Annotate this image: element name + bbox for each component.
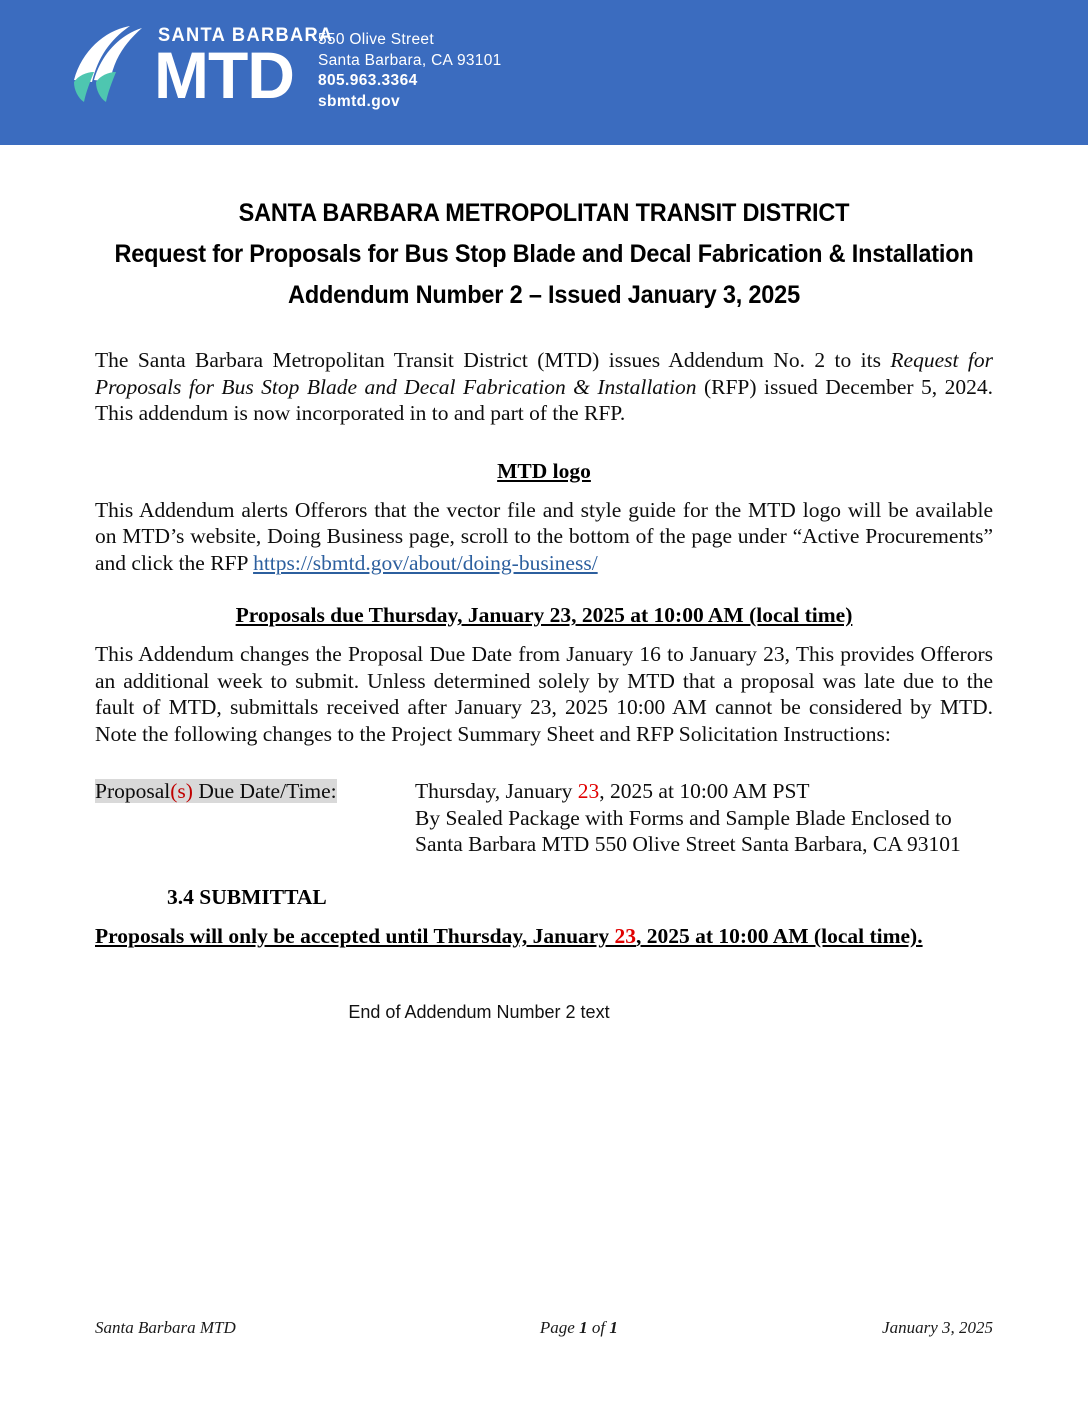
title-line-1: SANTA BARBARA METROPOLITAN TRANSIT DISTRICT [238,199,850,227]
proposals-due-heading: Proposals due Thursday, January 23, 2025 at 10:00 AM (local time) [235,603,853,627]
doing-business-link[interactable]: https://sbmtd.gov/about/doing-business/ [253,550,598,575]
page-footer [95,1318,993,1338]
proposals-accepted-statement [95,923,993,950]
footer-page-number [540,1318,618,1338]
logo-mtd-text: MTD [154,38,294,112]
logo-santa-barbara-text: SANTA BARBARA [158,25,334,46]
due-label-pre: Proposal [95,779,171,803]
header-banner [0,0,1088,145]
footer-page-total: 1 [609,1318,618,1337]
end-of-addendum-note: End of Addendum Number 2 text [348,1001,610,1022]
header-address-block [318,30,502,112]
accepted-text-post: , 2025 at 10:00 AM (local time). [635,924,923,948]
due-value-line-1 [415,778,961,805]
accepted-text-pre: Proposals will only be accepted until Thursday, January [95,924,615,948]
intro-text-part-2: (RFP) issued December 5, 2024. This addendum is now incorporated in to and part of the RFP. [95,374,993,425]
due-label-post: Due Date/Time: [192,779,337,803]
mtd-logo-body-text: This Addendum alerts Offerors that the vector file and style guide for the MTD logo will be available on MTD’s website, Doing Business page, scroll to the bottom of the page under “Active Procurements” and click the RFP [95,497,993,575]
intro-rfp-title-italic: Request for Proposals for Bus Stop Blade and Decal Fabrication & Installation [95,348,993,399]
mtd-logo [72,24,341,112]
due-label-paren-s: (s) [170,779,193,803]
document-page [0,145,1088,1023]
proposal-due-datetime-row [95,778,993,858]
due-value-line-2: By Sealed Package with Forms and Sample Blade Enclosed to [415,805,952,830]
document-title [0,193,1088,316]
title-line-2: Request for Proposals for Bus Stop Blade and Decal Fabrication & Installation [114,240,974,268]
website-url: sbmtd.gov [318,92,400,110]
address-line-2: Santa Barbara, CA 93101 [318,51,502,69]
intro-paragraph [95,347,993,427]
due-value-line-3: Santa Barbara MTD 550 Olive Street Santa Barbara, CA 93101 [415,832,961,856]
mtd-logo-paragraph [95,497,993,577]
footer-right-date: January 3, 2025 [882,1318,993,1337]
proposals-due-paragraph: This Addendum changes the Proposal Due Date from January 16 to January 23, This provides Offerors an additional week to submit. Unless determined solely by MTD that a proposal was late due to the fault of MTD, submittals received after January 23, 2025 10:00 AM cannot be considered by MTD. Note the following changes to the Project Summary Sheet and RFP Solicitation Instructions: [95,642,993,746]
accepted-day-red: 23 [614,924,636,948]
proposal-due-value [415,778,961,858]
intro-text-part-1: The Santa Barbara Metropolitan Transit District (MTD) issues Addendum No. 2 to its [95,348,891,372]
due-value-day-red: 23 [577,779,600,803]
submittal-section-heading: 3.4 SUBMITTAL [167,884,327,909]
document-content [95,316,993,1023]
footer-page-mid: of [587,1318,610,1337]
address-line-1: 550 Olive Street [318,31,434,48]
due-value-line1-post: , 2025 at 10:00 AM PST [599,779,810,803]
title-line-3: Addendum Number 2 – Issued January 3, 2025 [288,281,800,309]
footer-left: Santa Barbara MTD [95,1318,236,1337]
proposal-due-label [95,778,415,805]
mtd-swoosh-icon [72,24,150,106]
phone-number: 805.963.3364 [318,72,418,89]
due-value-line1-pre: Thursday, January [415,779,578,803]
mtd-logo-section-heading: MTD logo [497,458,591,483]
footer-page-current: 1 [579,1318,588,1337]
footer-page-pre: Page [539,1318,580,1337]
